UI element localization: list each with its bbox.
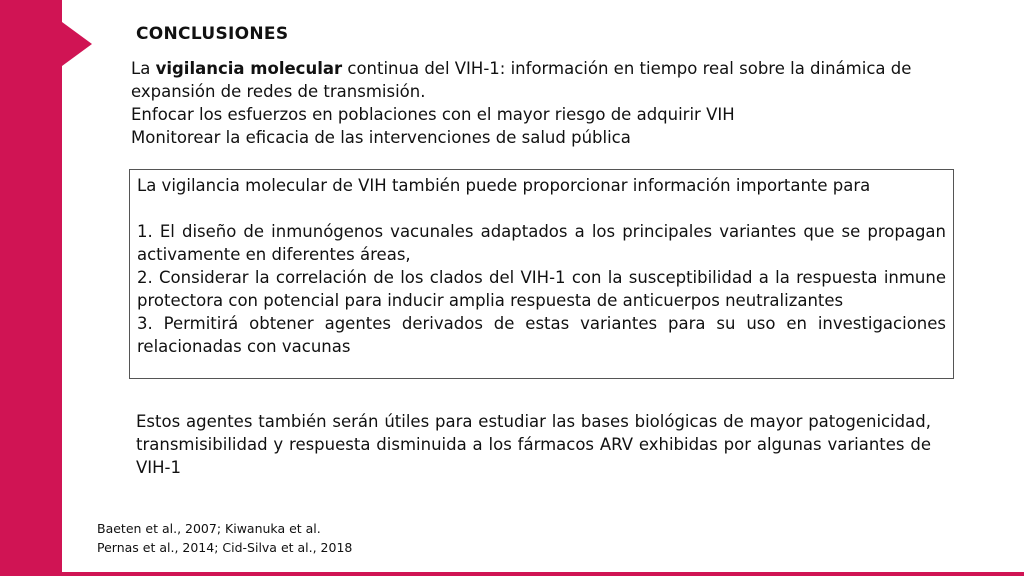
intro-line-1 [131, 57, 951, 103]
intro-line-1-pre: La [131, 59, 156, 78]
box-item-1: 1. El diseño de inmunógenos vacunales adaptados a los principales variantes que se propagan activamente en diferentes áreas, [137, 222, 946, 264]
bottom-accent-line [62, 572, 1024, 576]
intro-bold-term: vigilancia molecular [155, 59, 343, 78]
reference-line-2: Pernas et al., 2014; Cid-Silva et al., 2018 [97, 540, 353, 555]
box-spacer [137, 197, 946, 220]
slide-title: CONCLUSIONES [136, 24, 289, 44]
box-heading: La vigilancia molecular de VIH también puede proporcionar información importante para [137, 176, 871, 195]
intro-line-2: Enfocar los esfuerzos en poblaciones con el mayor riesgo de adquirir VIH [131, 105, 735, 124]
intro-line-1-post: continua del VIH-1: información en tiempo real sobre la dinámica de expansión de redes de transmisión. [131, 59, 912, 101]
accent-arrow-shape [62, 22, 92, 66]
reference-line-1: Baeten et al., 2007; Kiwanuka et al. [97, 521, 321, 536]
closing-paragraph: Estos agentes también serán útiles para estudiar las bases biológicas de mayor patogenicidad, transmisibilidad y respuesta disminuida a los fármacos ARV exhibidas por algunas variantes de VIH-1 [136, 412, 931, 477]
references [97, 519, 352, 557]
highlight-box [129, 169, 954, 379]
intro-line-3: Monitorear la eficacia de las intervenciones de salud pública [131, 128, 631, 147]
intro-text [131, 57, 951, 149]
box-item-3: 3. Permitirá obtener agentes derivados de estas variantes para su uso en investigaciones relacionadas con vacunas [137, 314, 946, 356]
left-accent-bar [0, 0, 62, 576]
box-item-2: 2. Considerar la correlación de los clados del VIH-1 con la susceptibilidad a la respuesta inmune protectora con potencial para inducir amplia respuesta de anticuerpos neutralizantes [137, 268, 946, 310]
